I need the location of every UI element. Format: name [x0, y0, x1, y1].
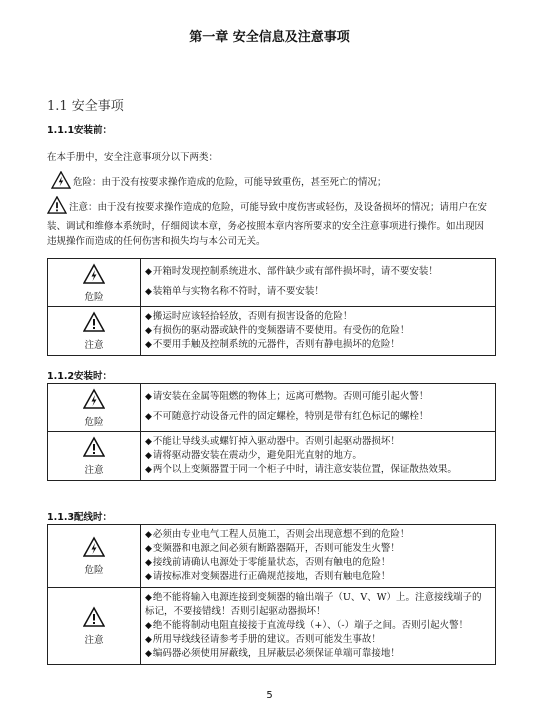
danger-label: 危险 [84, 565, 104, 576]
list-item: ◆ 开箱时发现控制系统进水、部件缺少或有部件损坏时，请不要安装！ [145, 262, 491, 282]
caution-items [141, 432, 496, 481]
danger-definition [51, 171, 501, 194]
list-item: ◆ 必须由专业电气工程人员施工，否则会出现意想不到的危险！ [145, 528, 491, 542]
subsection-title-before-install: 1.1.1安装前： [47, 125, 113, 136]
list-item: ◆ 不要用手触及控制系统的元器件，否则有静电损坏的危险！ [145, 338, 491, 352]
chapter-title: 第一章 安全信息及注意事项 [189, 30, 350, 45]
list-item: ◆ 变频器和电源之间必须有断路器隔开，否则可能发生火警！ [145, 542, 491, 556]
list-item: ◆ 搬运时应该轻拾轻放，否则有损害设备的危险！ [145, 310, 491, 324]
high-voltage-warning-icon [83, 536, 105, 558]
caution-label: 注意 [84, 465, 104, 476]
list-item: ◆ 接线前请确认电源处于零能量状态，否则有触电的危险！ [145, 556, 491, 570]
danger-items [141, 384, 496, 432]
page-number: 5 [266, 690, 273, 701]
danger-label: 危险 [84, 416, 104, 428]
safety-table-before-install [47, 258, 496, 356]
section-title: 1.1 安全事项 [47, 99, 124, 114]
list-item: ◆ 两个以上变频器置于同一个柜子中时，请注意安装位置，保证散热效果。 [145, 463, 491, 477]
list-item: ◆ 不可随意拧动设备元件的固定螺栓，特别是带有红色标记的螺栓！ [145, 407, 491, 427]
danger-cell [48, 384, 141, 432]
caution-definition [47, 196, 492, 249]
danger-cell [48, 259, 141, 307]
high-voltage-warning-icon [83, 388, 105, 410]
danger-items [141, 525, 496, 588]
list-item: ◆ 装箱单与实物名称不符时，请不要安装！ [145, 282, 491, 302]
subsection-title-wiring: 1.1.3配线时： [47, 512, 113, 523]
caution-items [141, 307, 496, 356]
list-item: ◆ 不能让导线头或螺钉掉入驱动器中。否则引起驱动器损坏！ [145, 435, 491, 449]
intro-text: 在本手册中，安全注意事项分以下两类： [47, 152, 219, 163]
danger-definition-text: 危险：由于没有按要求操作造成的危险，可能导致重伤，甚至死亡的情况； [73, 177, 387, 188]
caution-label: 注意 [84, 635, 104, 646]
exclamation-warning-icon [83, 606, 105, 628]
caution-cell [48, 307, 141, 356]
caution-cell [48, 588, 141, 665]
list-item: ◆ 绝不能将输入电源连接到变频器的输出端子（U、V、W）上。注意接线端子的标记，不要接错线！否则引起驱动器损坏！ [145, 591, 491, 619]
caution-definition-text: 注意：由于没有按要求操作造成的危险，可能导致中度伤害或轻伤，及设备损坏的情况；请用户在安装、调试和维修本系统时，仔细阅读本章，务必按照本章内容所要求的安全注意事项进行操作。如出现因违规操作而造成的任何伤害和损失均与本公司无关。 [47, 202, 488, 247]
danger-items [141, 259, 496, 307]
high-voltage-warning-icon [51, 171, 71, 194]
list-item: ◆ 请按标准对变频器进行正确规范接地，否则有触电危险！ [145, 570, 491, 584]
list-item: ◆ 绝不能将制动电阻直接接于直流母线（+）、（-）端子之间。否则引起火警！ [145, 619, 491, 633]
high-voltage-warning-icon [83, 263, 105, 285]
danger-cell [48, 525, 141, 588]
safety-table-during-install [47, 383, 496, 481]
list-item: ◆ 请安装在金属等阻燃的物体上；远离可燃物。否则可能引起火警！ [145, 387, 491, 407]
caution-label: 注意 [84, 340, 104, 351]
list-item: ◆ 有损伤的驱动器或缺件的变频器请不要使用。有受伤的危险！ [145, 324, 491, 338]
caution-cell [48, 432, 141, 481]
danger-label: 危险 [84, 291, 104, 303]
exclamation-warning-icon [47, 196, 67, 219]
exclamation-warning-icon [83, 436, 105, 458]
list-item: ◆ 所用导线线径请参考手册的建议。否则可能发生事故！ [145, 633, 491, 647]
caution-items [141, 588, 496, 665]
subsection-title-during-install: 1.1.2安装时： [47, 371, 113, 382]
list-item: ◆ 编码器必须使用屏蔽线，且屏蔽层必须保证单端可靠接地！ [145, 647, 491, 661]
safety-table-wiring [47, 524, 496, 665]
list-item: ◆ 请将驱动器安装在震动少，避免阳光直射的地方。 [145, 449, 491, 463]
exclamation-warning-icon [83, 311, 105, 333]
